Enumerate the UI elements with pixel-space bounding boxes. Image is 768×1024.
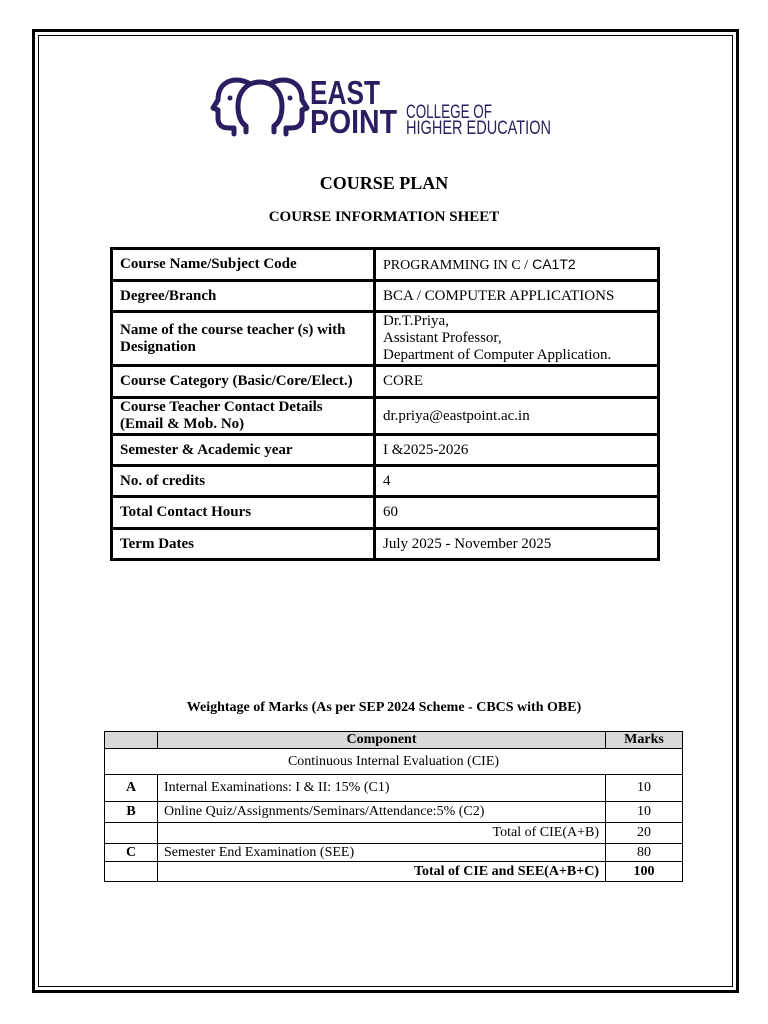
table-row (112, 312, 659, 366)
teacher-email: dr.priya@eastpoint.ac.in (375, 398, 659, 435)
subject-code: CA1T2 (532, 255, 576, 272)
table-row (112, 435, 659, 466)
course-name: PROGRAMMING IN C / (383, 257, 529, 273)
row-marks: 20 (606, 823, 683, 844)
table-row (105, 802, 683, 823)
row-label: Course Category (Basic/Core/Elect.) (112, 366, 375, 398)
course-info-table (110, 247, 660, 561)
teacher-name: Dr.T.Priya, (383, 313, 449, 329)
table-row (112, 398, 659, 435)
table-row (105, 823, 683, 844)
row-marks: 10 (606, 775, 683, 802)
table-row (112, 281, 659, 312)
teacher-designation: Assistant Professor, (383, 330, 502, 346)
row-code: B (105, 802, 158, 823)
cie-section-row (105, 749, 683, 775)
cie-label: Continuous Internal Evaluation (CIE) (105, 749, 683, 775)
table-row (112, 529, 659, 560)
row-value: BCA / COMPUTER APPLICATIONS (375, 281, 659, 312)
marks-header-row (105, 732, 683, 749)
logo-name-point: POINT (310, 103, 397, 140)
page-title: COURSE PLAN (319, 173, 449, 193)
header-component: Component (158, 732, 606, 749)
header-empty-cell (105, 732, 158, 749)
logo-tagline-college-of: COLLEGE OF (406, 102, 492, 123)
logo-heads-icon (213, 80, 307, 134)
table-row (105, 862, 683, 882)
page-subtitle: COURSE INFORMATION SHEET (268, 209, 500, 225)
row-label: Course Name/Subject Code (112, 249, 375, 281)
logo-tagline-higher-education: HIGHER EDUCATION (406, 118, 551, 139)
row-label-line: (Email & Mob. No) (120, 416, 245, 432)
row-component-total-cie: Total of CIE(A+B) (158, 823, 606, 844)
row-value: 60 (375, 497, 659, 529)
row-label: No. of credits (112, 466, 375, 497)
row-code: C (105, 844, 158, 862)
row-label: Semester & Academic year (112, 435, 375, 466)
row-label: Degree/Branch (112, 281, 375, 312)
row-label-line: Name of the course teacher (s) with (120, 321, 346, 338)
row-code: A (105, 775, 158, 802)
row-label (112, 398, 375, 435)
row-component: Online Quiz/Assignments/Seminars/Attendance:5% (C2) (158, 802, 606, 823)
teacher-department: Department of Computer Application. (383, 347, 612, 363)
row-value: 4 (375, 466, 659, 497)
college-logo (210, 74, 560, 142)
table-row (112, 366, 659, 398)
row-component-grand-total: Total of CIE and SEE(A+B+C) (158, 862, 606, 882)
marks-weightage-table (104, 731, 683, 882)
row-marks-grand-total: 100 (606, 862, 683, 882)
table-row (112, 466, 659, 497)
row-label-line: Course Teacher Contact Details (120, 399, 323, 415)
table-row (112, 497, 659, 529)
row-value: CORE (375, 366, 659, 398)
row-value: I &2025-2026 (375, 435, 659, 466)
row-value: July 2025 - November 2025 (375, 529, 659, 560)
table-row (105, 775, 683, 802)
table-row (112, 249, 659, 281)
logo-name-east: EAST (310, 74, 380, 111)
row-label-line: Designation (120, 338, 196, 355)
row-label: Total Contact Hours (112, 497, 375, 529)
row-marks: 10 (606, 802, 683, 823)
row-component: Internal Examinations: I & II: 15% (C1) (158, 775, 606, 802)
table-row (105, 844, 683, 862)
row-code-empty (105, 862, 158, 882)
row-value (375, 249, 659, 281)
row-label: Term Dates (112, 529, 375, 560)
row-code-empty (105, 823, 158, 844)
row-component: Semester End Examination (SEE) (158, 844, 606, 862)
row-value (375, 312, 659, 366)
row-marks: 80 (606, 844, 683, 862)
marks-heading: Weightage of Marks (As per SEP 2024 Scheme - CBCS with OBE) (186, 700, 582, 715)
row-label (112, 312, 375, 366)
header-marks: Marks (606, 732, 683, 749)
